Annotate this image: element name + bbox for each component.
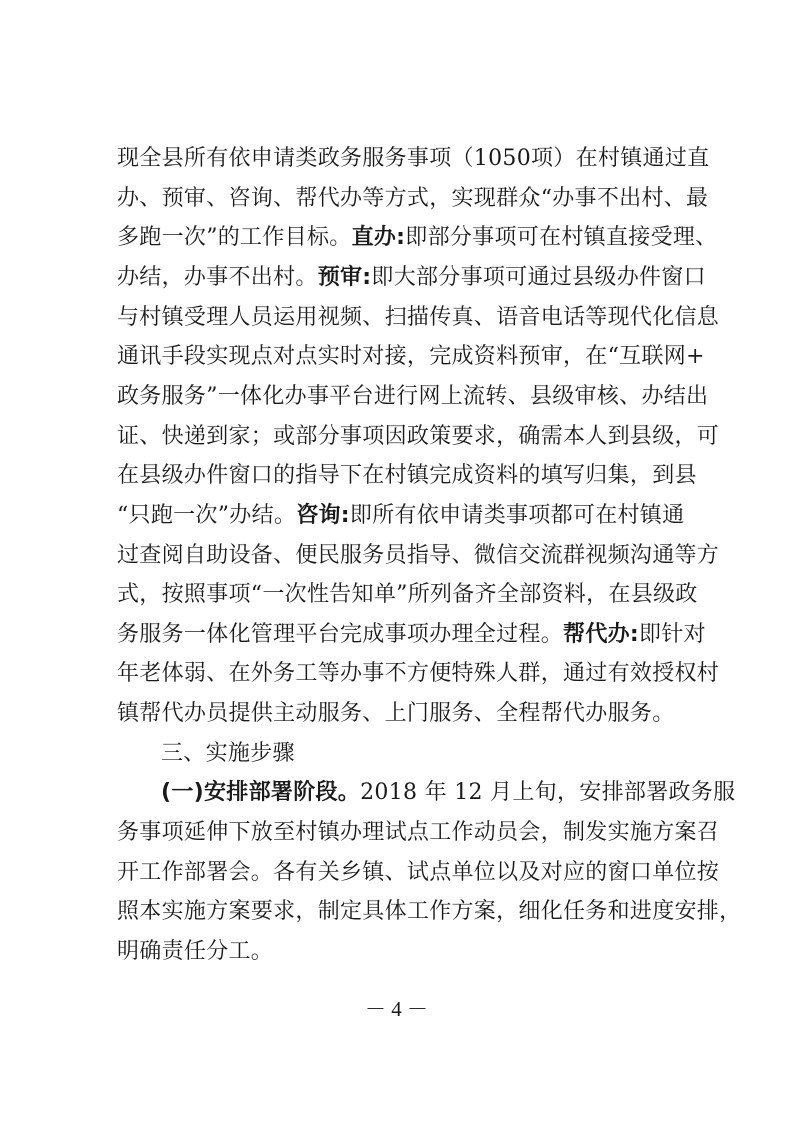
body-line: 在县级办件窗口的指导下在村镇完成资料的填写归集，到县 bbox=[117, 463, 697, 488]
body-line: 式，按照事项“一次性告知单”所列备齐全部资料，在县级政 bbox=[117, 582, 698, 607]
body-line: 年老体弱、在外务工等办事不方便特殊人群，通过有效授权村 bbox=[117, 661, 720, 686]
term-zixun: 咨询: bbox=[296, 503, 350, 528]
body-line: 镇帮代办员提供主动服务、上门服务、全程帮代办服务。 bbox=[117, 701, 675, 726]
body-line: 证、快递到家；或部分事项因政策要求，确需本人到县级，可 bbox=[117, 424, 720, 449]
body-line: 照本实施方案要求，制定具体工作方案，细化任务和进度安排， bbox=[117, 899, 742, 924]
sub-heading-line: (一)安排部署阶段。2018 年 12 月上旬，安排部署政务服 bbox=[161, 780, 736, 805]
body-line: 与村镇受理人员运用视频、扫描传真、语音电话等现代化信息 bbox=[117, 305, 720, 330]
term-bangdaiban: 帮代办: bbox=[563, 622, 640, 647]
body-line: 多跑一次”的工作目标。直办:即部分事项可在村镇直接受理、 bbox=[117, 225, 718, 250]
body-line: “只跑一次”办结。咨询:即所有依申请类事项都可在村镇通 bbox=[117, 503, 685, 528]
section-heading: 三、实施步骤 bbox=[161, 741, 295, 766]
body-line: 务事项延伸下放至村镇办理试点工作动员会，制发实施方案召 bbox=[117, 820, 720, 845]
body-line: 现全县所有依申请类政务服务事项（1050项）在村镇通过直 bbox=[117, 146, 710, 171]
body-line: 明确责任分工。 bbox=[117, 939, 274, 964]
page-number: － 4 － bbox=[365, 997, 428, 1021]
body-line: 务服务一体化管理平台完成事项办理全过程。帮代办:即针对 bbox=[117, 622, 706, 647]
term-yushen: 预审: bbox=[317, 265, 372, 290]
body-line: 开工作部署会。各有关乡镇、试点单位以及对应的窗口单位按 bbox=[117, 860, 720, 885]
sub-heading-title: (一)安排部署阶段。 bbox=[161, 780, 361, 805]
body-line: 办、预审、咨询、帮代办等方式，实现群众“办事不出村、最 bbox=[117, 186, 709, 211]
term-zhiban: 直办: bbox=[351, 225, 406, 250]
body-line: 政务服务”一体化办事平台进行网上流转、县级审核、办结出 bbox=[117, 384, 709, 409]
body-line: 通讯手段实现点对点实时对接，完成资料预审，在“互联网+ bbox=[117, 344, 705, 369]
body-line: 过查阅自助设备、便民服务员指导、微信交流群视频沟通等方 bbox=[117, 543, 720, 568]
body-line: 办结，办事不出村。预审:即大部分事项可通过县级办件窗口 bbox=[117, 265, 706, 290]
